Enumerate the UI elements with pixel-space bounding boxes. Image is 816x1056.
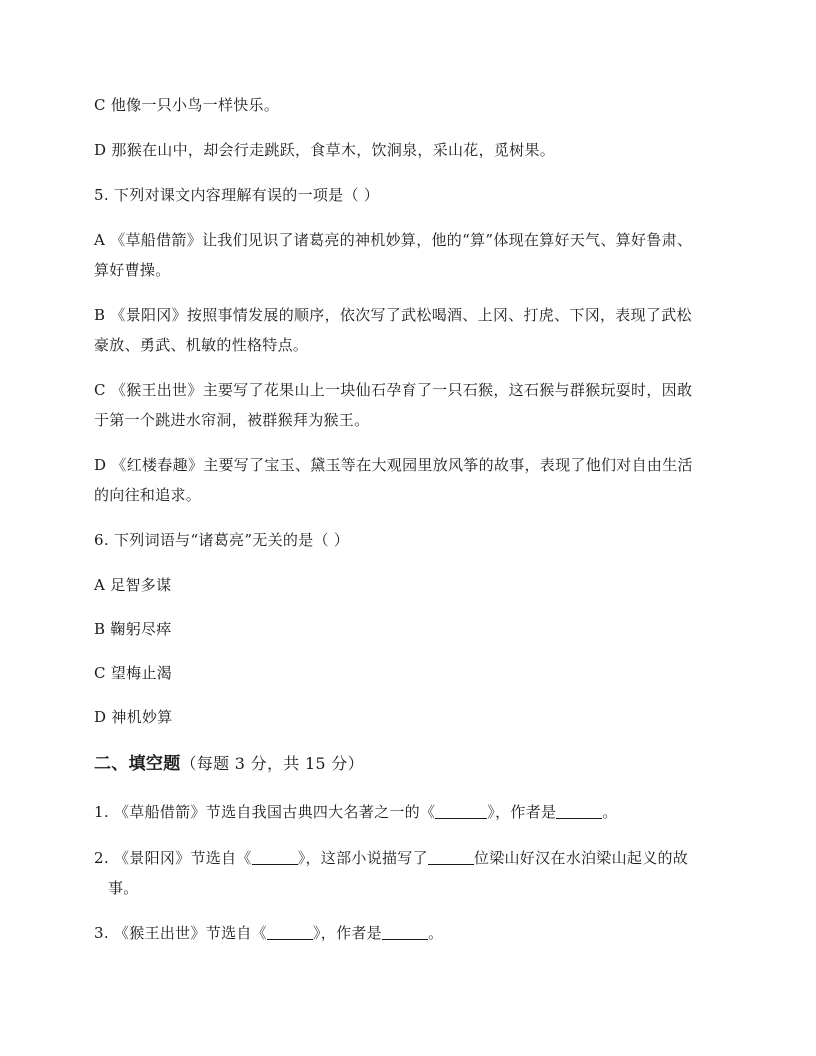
fill-q3-text-a: 3. 《猴王出世》节选自《 — [94, 924, 267, 942]
q5-option-c-line2: 于第一个跳进水帘洞，被群猴拜为猴王。 — [94, 411, 370, 429]
q6-option-a: A 足智多谋 — [94, 576, 172, 594]
fill-q2-text-c: 位梁山好汉在水泊梁山起义的故 — [473, 849, 689, 867]
q6-option-d: D 神机妙算 — [94, 708, 173, 726]
fill-q2-blank-2[interactable] — [428, 848, 474, 865]
q5-option-c-line1: C 《猴王出世》主要写了花果山上一块仙石孕育了一只石猴，这石猴与群猴玩耍时，因敢 — [94, 381, 693, 399]
fill-q1-text-a: 1. 《草船借箭》节选自我国古典四大名著之一的《 — [94, 803, 436, 821]
section-subtitle: （每题 3 分，共 15 分） — [180, 754, 364, 773]
fill-q2-text-a: 2. 《景阳冈》节选自《 — [94, 849, 252, 867]
fill-q1-blank-1[interactable] — [435, 802, 487, 819]
q5-option-b-line1: B 《景阳冈》按照事情发展的顺序，依次写了武松喝酒、上冈、打虎、下冈，表现了武松 — [94, 306, 692, 324]
fill-q3-text-c: 。 — [428, 924, 444, 942]
fill-q3-text-b: 》，作者是 — [312, 924, 382, 942]
fill-question-2-cont: 事。 — [108, 879, 139, 897]
q5-option-b-line2: 豪放、勇武、机敏的性格特点。 — [94, 336, 309, 354]
q4-option-d: D 那猴在山中，却会行走跳跃，食草木，饮涧泉，采山花，觅树果。 — [94, 141, 556, 159]
q5-stem: 5. 下列对课文内容理解有误的一项是（ ） — [94, 186, 380, 204]
fill-question-3 — [94, 918, 734, 948]
q5-option-a-line1: A 《草船借箭》让我们见识了诸葛亮的神机妙算，他的“算”体现在算好天气、算好鲁肃、 — [94, 231, 693, 249]
q5-option-d-line2: 的向往和追求。 — [94, 486, 202, 504]
section-heading — [94, 749, 734, 779]
fill-q1-blank-2[interactable] — [556, 802, 602, 819]
fill-q3-blank-1[interactable] — [267, 923, 313, 940]
fill-question-1 — [94, 797, 734, 827]
q6-stem: 6. 下列词语与“诸葛亮”无关的是（ ） — [94, 531, 350, 549]
q5-option-d-line1: D 《红楼春趣》主要写了宝玉、黛玉等在大观园里放风筝的故事，表现了他们对自由生活 — [94, 456, 693, 474]
fill-q1-text-c: 。 — [602, 803, 618, 821]
q4-option-c: C 他像一只小鸟一样快乐。 — [94, 96, 280, 114]
fill-q3-blank-2[interactable] — [382, 923, 428, 940]
fill-q2-blank-1[interactable] — [252, 848, 298, 865]
fill-question-2 — [94, 843, 734, 873]
q6-option-b: B 鞠躬尽瘁 — [94, 620, 172, 638]
q5-option-a-line2: 算好曹操。 — [94, 261, 171, 279]
fill-q1-text-b: 》，作者是 — [487, 803, 557, 821]
q6-option-c: C 望梅止渴 — [94, 664, 173, 682]
section-title: 二、填空题 — [94, 754, 181, 774]
fill-q2-text-b: 》，这部小说描写了 — [297, 849, 428, 867]
